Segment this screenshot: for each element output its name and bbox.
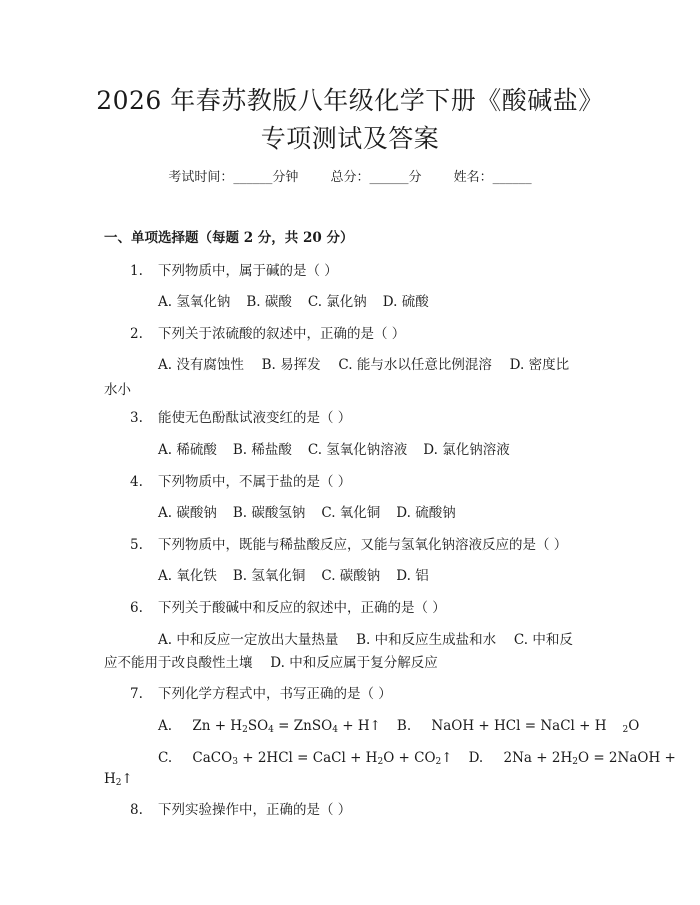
option-b: B. 碳酸氢钠 xyxy=(232,505,306,521)
option-d: D. 硫酸钠 xyxy=(396,505,456,521)
question-2-options-wrap: 水小 xyxy=(104,382,131,398)
option-c: C. 氧化铜 xyxy=(321,505,381,521)
option-b-eq-o: O xyxy=(628,718,640,734)
question-text: 下列物质中，不属于盐的是（ ） xyxy=(158,474,352,490)
question-2-options: A. 没有腐蚀性 B. 易挥发 C. 能与水以任意比例混溶 D. 密度比 xyxy=(158,357,570,373)
question-8 xyxy=(130,800,351,820)
option-b: B. 氢氧化铜 xyxy=(232,568,306,584)
option-c: C. 氯化钠 xyxy=(307,294,367,310)
option-a: A. 稀硫酸 xyxy=(158,442,217,458)
option-a: A. 碳酸钠 xyxy=(158,505,217,521)
question-number: 8. xyxy=(130,802,143,818)
document-title-line1: 2026 年春苏教版八年级化学下册《酸碱盐》 xyxy=(96,86,604,115)
question-7-options-cd xyxy=(158,748,692,768)
question-4 xyxy=(130,472,351,492)
question-number: 5. xyxy=(130,537,143,553)
question-6 xyxy=(130,598,446,618)
question-6-options-wrap: 应不能用于改良酸性土壤 D. 中和反应属于复分解反应 xyxy=(104,655,438,671)
question-text: 下列化学方程式中，书写正确的是（ ） xyxy=(158,686,392,702)
question-7-options-wrap: $H_2↑$ xyxy=(104,771,133,788)
document-title-line2: 专项测试及答案 xyxy=(260,124,440,153)
option-d: D. 铝 xyxy=(396,568,429,584)
question-text: 下列关于浓硫酸的叙述中，正确的是（ ） xyxy=(158,326,406,342)
option-a: A. 氧化铁 xyxy=(158,568,217,584)
question-2 xyxy=(130,324,405,344)
option-b: B. NaOH + HCl = NaCl + H $_2$O xyxy=(396,718,640,735)
question-number: 6. xyxy=(130,600,143,616)
question-text: 能使无色酚酞试液变红的是（ ） xyxy=(158,410,352,426)
option-d: D. 硫酸 xyxy=(382,294,429,310)
option-c-label: C. xyxy=(158,750,173,766)
question-text: 下列物质中，属于碱的是（ ） xyxy=(158,263,338,279)
question-number: 4. xyxy=(130,474,143,490)
option-c: C. 氢氧化钠溶液 xyxy=(307,442,408,458)
question-7-options-ab xyxy=(158,716,671,736)
option-b: B. 稀盐酸 xyxy=(232,442,292,458)
question-3-options xyxy=(158,440,526,460)
exam-score: 总分：______分 xyxy=(330,170,422,185)
question-1-options xyxy=(158,292,445,312)
option-b: B. 碳酸 xyxy=(246,294,292,310)
question-number: 1. xyxy=(130,263,143,279)
question-6-options: A. 中和反应一定放出大量热量 B. 中和反应生成盐和水 C. 中和反 xyxy=(158,632,573,648)
option-a-label: A. xyxy=(158,718,173,734)
option-c: C. 碳酸钠 xyxy=(321,568,381,584)
exam-name: 姓名：______ xyxy=(453,170,532,185)
question-number: 3. xyxy=(130,410,143,426)
option-a: A. 氢氧化钠 xyxy=(158,294,231,310)
question-number: 2. xyxy=(130,326,143,342)
question-1 xyxy=(130,261,338,281)
section-heading: 一、单项选择题（每题 2 分，共 20 分） xyxy=(104,230,354,246)
question-3 xyxy=(130,408,351,428)
option-b-label: B. xyxy=(396,718,412,734)
option-a: A. $Zn + H_2SO_4$ = ZnSO$_4$ + H↑ xyxy=(158,718,381,735)
question-text: 下列关于酸碱中和反应的叙述中，正确的是（ ） xyxy=(158,600,446,616)
question-5-options xyxy=(158,566,445,586)
question-text: 下列实验操作中，正确的是（ ） xyxy=(158,802,352,818)
question-4-options xyxy=(158,503,472,523)
option-b-eq: NaOH + HCl = NaCl + H xyxy=(431,718,607,734)
option-d-label: D. xyxy=(468,750,484,766)
option-d: D. 氯化钠溶液 xyxy=(423,442,510,458)
option-d: D. $2Na + 2H_2O$ = 2NaOH + xyxy=(468,750,676,767)
question-7 xyxy=(130,684,392,704)
question-text: 下列物质中，既能与稀盐酸反应，又能与氢氧化钠溶液反应的是（ ） xyxy=(158,537,568,553)
question-5 xyxy=(130,535,567,555)
question-number: 7. xyxy=(130,686,143,702)
option-c: C. CaCO$_3$ + 2HCl = CaCl + $H_2O$ + $CO_2↑$ xyxy=(158,750,453,767)
exam-meta xyxy=(0,168,700,188)
exam-time: 考试时间：______分钟 xyxy=(168,170,299,185)
